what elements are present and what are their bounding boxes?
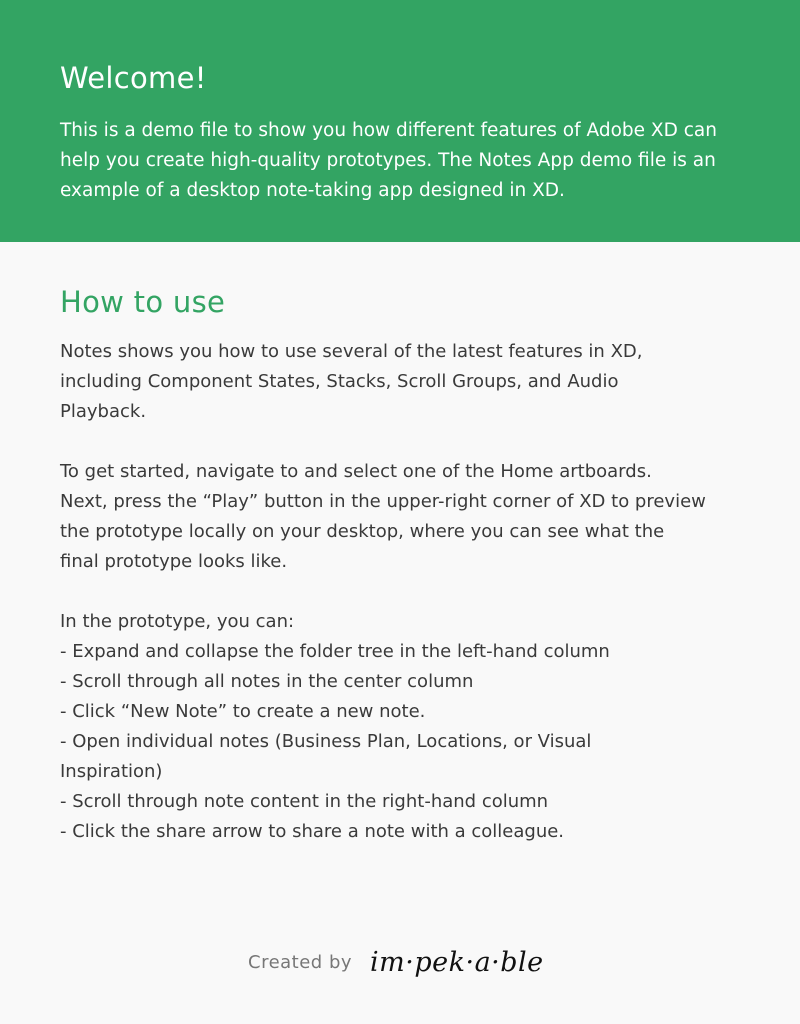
prototype-list-item: - Open individual notes (Business Plan, Locations, or Visual [60,731,592,752]
prototype-list-item: - Click “New Note” to create a new note. [60,701,426,722]
prototype-features-list [60,607,760,847]
how-to-use-content [60,337,760,877]
prototype-list-item: - Scroll through note content in the right-hand column [60,791,549,812]
getting-started-paragraph [60,457,760,577]
getting-started-line: final prototype looks like. [60,551,288,572]
getting-started-line: Next, press the “Play” button in the upper-right corner of XD to preview [60,491,706,512]
impekable-logo[interactable]: im·pek·a·ble [370,946,544,978]
intro-line: Playback. [60,401,147,422]
prototype-list-item: - Click the share arrow to share a note with a colleague. [60,821,565,842]
welcome-description-line: This is a demo file to show you how different features of Adobe XD [60,120,678,141]
intro-line: including Component States, Stacks, Scroll Groups, and Audio [60,371,619,392]
created-by-label: Created by [248,951,353,973]
welcome-description-line: can help you create high-quality prototypes. The Notes App demo file [60,120,717,171]
getting-started-line: the prototype locally on your desktop, where you can see what the [60,521,665,542]
welcome-description [60,116,750,206]
prototype-list-item-continued: Inspiration) [60,761,163,782]
prototype-list-item: - Expand and collapse the folder tree in the left-hand column [60,641,610,662]
prototype-list-heading: In the prototype, you can: [60,611,295,632]
welcome-banner [0,0,800,242]
welcome-description-line: is an example of a desktop note-taking app designed in XD. [60,150,716,201]
intro-line: Notes shows you how to use several of the latest features in XD, [60,341,643,362]
credits-footer [248,938,544,986]
getting-started-line: To get started, navigate to and select one of the Home artboards. [60,461,652,482]
welcome-title: Welcome! [60,61,207,95]
how-to-use-title: How to use [60,285,226,319]
prototype-list-item: - Scroll through all notes in the center column [60,671,474,692]
intro-paragraph [60,337,760,427]
